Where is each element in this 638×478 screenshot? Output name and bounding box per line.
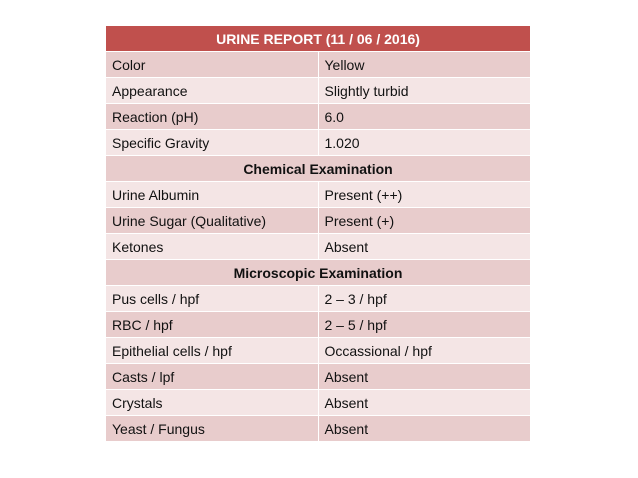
table-row — [106, 390, 530, 416]
row-label: Casts / lpf — [106, 364, 318, 390]
row-value: 1.020 — [318, 130, 530, 156]
report-title: URINE REPORT (11 / 06 / 2016) — [106, 26, 530, 52]
table-row — [106, 182, 530, 208]
section-heading-row — [106, 156, 530, 182]
row-value: Absent — [318, 416, 530, 442]
chemical-examination-heading: Chemical Examination — [106, 156, 530, 182]
row-label: Crystals — [106, 390, 318, 416]
microscopic-examination-heading: Microscopic Examination — [106, 260, 530, 286]
report-title-row — [106, 26, 530, 52]
table-row — [106, 364, 530, 390]
table-row — [106, 338, 530, 364]
section-heading-row — [106, 260, 530, 286]
row-value: Absent — [318, 364, 530, 390]
row-value: 2 – 5 / hpf — [318, 312, 530, 338]
row-value: 6.0 — [318, 104, 530, 130]
row-value: Absent — [318, 234, 530, 260]
urine-report-table — [106, 25, 530, 442]
table-row — [106, 52, 530, 78]
row-label: Epithelial cells / hpf — [106, 338, 318, 364]
row-label: Reaction (pH) — [106, 104, 318, 130]
row-value: Present (++) — [318, 182, 530, 208]
row-label: RBC / hpf — [106, 312, 318, 338]
row-value: Present (+) — [318, 208, 530, 234]
row-value: Occassional / hpf — [318, 338, 530, 364]
table-row — [106, 130, 530, 156]
row-label: Ketones — [106, 234, 318, 260]
table-row — [106, 104, 530, 130]
table-row — [106, 312, 530, 338]
row-value: Yellow — [318, 52, 530, 78]
row-value: Slightly turbid — [318, 78, 530, 104]
table-row — [106, 286, 530, 312]
row-value: 2 – 3 / hpf — [318, 286, 530, 312]
row-label: Color — [106, 52, 318, 78]
row-label: Urine Albumin — [106, 182, 318, 208]
row-label: Pus cells / hpf — [106, 286, 318, 312]
table-row — [106, 208, 530, 234]
row-label: Yeast / Fungus — [106, 416, 318, 442]
table-row — [106, 416, 530, 442]
row-label: Specific Gravity — [106, 130, 318, 156]
row-label: Urine Sugar (Qualitative) — [106, 208, 318, 234]
row-value: Absent — [318, 390, 530, 416]
table-row — [106, 78, 530, 104]
table-row — [106, 234, 530, 260]
row-label: Appearance — [106, 78, 318, 104]
